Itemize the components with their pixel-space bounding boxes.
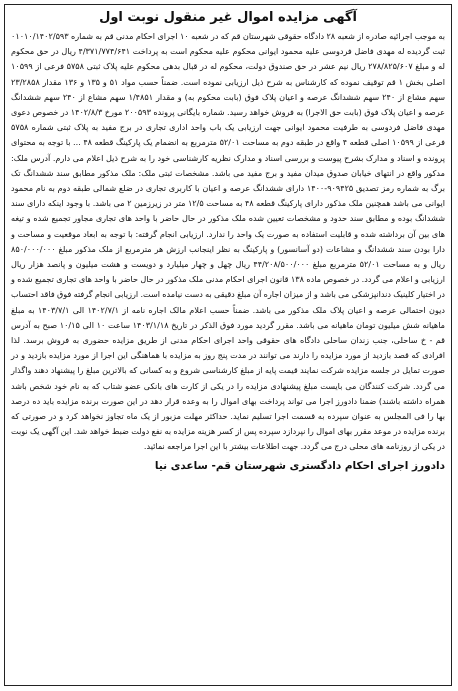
notice-title: آگهی مزایده اموال غیر منقول نوبت اول — [99, 10, 357, 25]
notice-signature: دادورز اجرای احکام دادگستری شهرستان قم- ساعدی نیا — [154, 459, 445, 472]
notice-body: به موجب اجرائیه صادره از شعبه ۲۸ دادگاه حقوقی شهرستان قم که در شعبه ۱۰ اجرای احکام مدنی قم به شماره ۰۱۰۱۰/۱۴۰۲/۵۹۳ ثبت گردیده له مهدی فاضل فردوسی علیه محمود ایوانی محکوم علیه محکوم است به پرداخت ۴/۳۷۱/۷۷۴/۶۴۱ ریال در حق محکوم له و مبلغ ۲۷۸/۸۲۵/۶۰۷ ریال نیم عشر در حق صندوق دولت، محکوم له در قبال بدهی محکوم علیه پلاک ثبتی ۵۷۵۸ فرعی از ۱۰۵۹۹ اصلی بخش ۱ قم توقیف نموده که کارشناس به شرح ذیل ارزیابی نموده است. ضمناً حسب مواد ۵۱ و ۱۳۵ و ۱۳۶ مقدار ۲۳/۲۸۵۸ سهم مشاع از ۲۴۰ سهم ششدانگ عرصه و اعیان پلاک فوق (بابت محکوم به) و مقدار ۱/۴۸۵۱ سهم مشاع از ۲۴۰ سهم ششدانگ عرصه و اعیان پلاک فوق (بابت حق الاجرا) به فروش خواهد رسید. شماره بایگانی پرونده ۲۰۰۵۹۳ مورخ ۱۴۰۲/۸/۳ در خصوص دعوی مهدی فاضل فردوسی به طرفیت محمود ایوانی جهت ارزیابی یک باب واحد اداری تجاری در برج مفید به پلاک ثبتی شماره ۵۷۵۸ فرعی از ۱۰۵۹۹ اصلی قطعه ۴ واقع در طبقه دوم به مساحت ۵۲/۰۱ مترمربع به انضمام یک پارکینگ قطعه ۴۸ ... با توجه به محتوای پرونده و اسناد و مدارک بشرح پیوست و بررسی اسناد و مدارک نظریه کارشناسی خود را به شرح ذیل اعلام می دارم. آدرس ملک: مدکور واقع در انتهای خیابان صدوق میدان مفید و برج مفید می باشد. مشخصات ثبتی ملک: ملک مذکور مطابق سند ششدانگ تک برگ به شماره رمز تصدیق ۹۰۹۴۲۵-۱۴۰۰ دارای ششدانگ عرصه و اعیان با کاربری تجاری در ضلع شمالی طبقه دوم به نام محمود ایوانی می باشد همچنین ملک مذکور دارای پارکینگ قطعه ۴۸ به مساحت ۱۲/۵ متر در زیرزمین ۲ می باشد. با وجود اینکه دارای سند ششدانگ بوده و مطابق سند حدود و مشخصات تعیین شده ملک مذکور در حال حاضر با واحد های تجاری مجاور تجمیع شده و تیغه های بین آن برداشته شده و قابلیت استفاده به صورت یک واحد را ندارد. ارزیابی انجام گرفته: با توجه به ابعاد موقعیت و مساحت و دارا بودن سند ششدانگ و مشاعات (دو آسانسور) و پارکینگ به نظر اینجانب ارزش هر مترمربع از ملک مذکور مبلغ ۸۵۰/۰۰۰/۰۰۰ ریال و به مساحت ۵۲/۰۱ مترمربع مبلغ ۴۴/۲۰۸/۵۰۰/۰۰۰ ریال چهل و چهار میلیارد و دویست و هشت میلیون و پانصد هزار ریال ارزیابی و اعلام می گردد. در خصوص ماده ۱۳۸ قانون اجرای احکام مدنی ملک مذکور در حال حاضر با واحد های تجاری تجمیع شده و در اختیار کلینیک دندانپزشکی می باشد و از میزان اجاره آن مبلغ دقیقی به دست نیامده است. ارزیابی انجام گرفته فوق فاقد احتساب دیون احتمالی عرصه و اعیان پلاک ملک مذکور می باشد. ضمناً حسب اعلام مالک اجاره نامه از ۱۴۰۲/۷/۱ الی ۱۴۰۳/۷/۱ به مبلغ ماهیانه شش میلیون تومان ماهیانه می باشد. مقرر گردید مورد فوق الذکر در تاریخ ۱۴۰۳/۱/۱۸ ساعت ۱۰ الی ۱۰/۱۵ صبح به آدرس قم - خ ساحلی، جنب زندان ساحلی دادگاه های حقوقی واحد اجرای احکام مدنی از طریق مزایده حضوری به فروش برسد. لذا افرادی که قصد بازدید از مورد مزایده را دارند می توانند در مدت پنج روز به مزایده با هماهنگی این اجرا از مورد مزایده بازدید و در صورت تمایل در جلسه مزایده شرکت نمایند قیمت پایه از مبلغ کارشناسی شروع و به کسانی که بالاترین مبلغ را پیشنهاد دهند واگذار می گردد. شرکت کنندگان می بایست مبلغ پیشنهادی مزایده را در یکی از کارت های بانکی عضو شتاب که به نام خود شخص باشد همراه داشته باشند) ضمنا دادورز اجرا می تواند پرداخت بهای اموال را به وعده قرار دهد در این صورت برنده مزایده باید ده درصد بها را فی المجلس به عنوان سپرده به قسمت اجرا تسلیم نماید. حداکثر مهلت مزبور از یک ماه تجاوز نخواهد کرد و در صورتی که برنده مزایده در موعد مقرر بهای اموال را نپردازد سپرده پس از کسر هزینه مزایده به نفع دولت ضبط خواهد شد. این آگهی یک نوبت در یکی از روزنامه های محلی درج می گردد. جهت اطلاعات بیشتر با این اجرا مراجعه نمائید. — [11, 31, 446, 452]
auction-notice — [4, 4, 452, 686]
